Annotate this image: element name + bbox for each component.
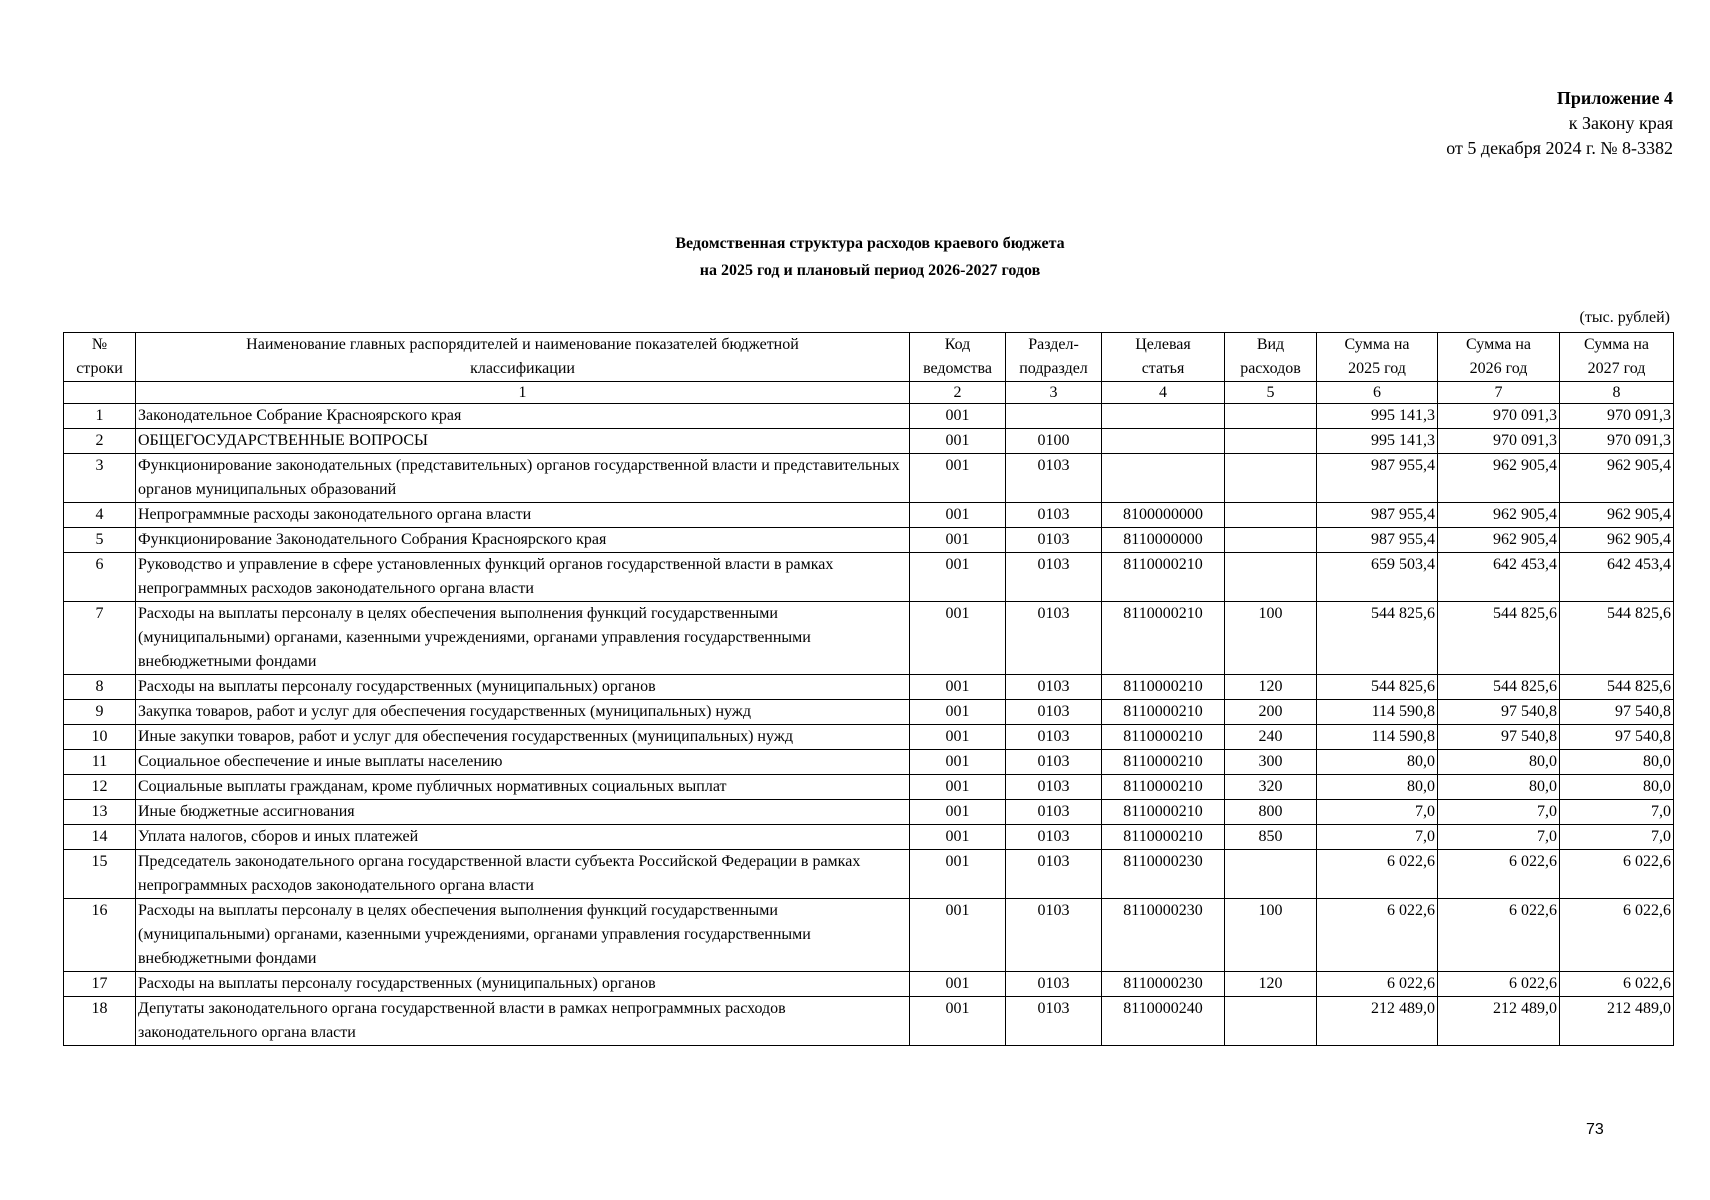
table-row (64, 700, 1674, 725)
target-article-cell: 8110000210 (1102, 825, 1225, 850)
amount-2027-cell: 6 022,6 (1560, 972, 1674, 997)
expense-kind-cell: 120 (1225, 972, 1317, 997)
dept-code-cell: 001 (910, 700, 1006, 725)
amount-2027-cell: 544 825,6 (1560, 675, 1674, 700)
row-number-cell: 10 (64, 725, 136, 750)
row-name-cell: Расходы на выплаты персоналу в целях обеспечения выполнения функций государственными (муниципальными) органами, казенными учреждениями, органами управления государственными внебюджетными фондами (136, 602, 910, 675)
dept-code-cell: 001 (910, 454, 1006, 503)
row-number-cell: 13 (64, 800, 136, 825)
units-label: (тыс. рублей) (1579, 309, 1670, 326)
row-name-cell: Руководство и управление в сфере установленных функций органов государственной власти в рамках непрограммных расходов законодательного органа власти (136, 553, 910, 602)
appendix-law: к Закону края (1568, 113, 1673, 133)
amount-2026-cell: 7,0 (1438, 800, 1560, 825)
target-article-cell: 8110000230 (1102, 972, 1225, 997)
target-article-cell: 8110000210 (1102, 553, 1225, 602)
dept-code-cell: 001 (910, 899, 1006, 972)
row-number-cell: 2 (64, 429, 136, 454)
title-line-1: Ведомственная структура расходов краевого бюджета (675, 235, 1065, 252)
amount-2026-cell: 6 022,6 (1438, 899, 1560, 972)
header-target: Целевая статья (1102, 333, 1225, 382)
row-number-cell: 17 (64, 972, 136, 997)
dept-code-cell: 001 (910, 997, 1006, 1046)
header-2025: Сумма на 2025 год (1317, 333, 1438, 382)
section-cell: 0103 (1006, 972, 1102, 997)
row-number-cell: 7 (64, 602, 136, 675)
column-number: 3 (1006, 382, 1102, 404)
amount-2027-cell: 962 905,4 (1560, 528, 1674, 553)
expense-kind-cell (1225, 850, 1317, 899)
column-number: 8 (1560, 382, 1674, 404)
amount-2027-cell: 962 905,4 (1560, 503, 1674, 528)
row-name-cell: Уплата налогов, сборов и иных платежей (136, 825, 910, 850)
target-article-cell: 8110000210 (1102, 800, 1225, 825)
header-dept: Код ведомства (910, 333, 1006, 382)
row-number-cell: 11 (64, 750, 136, 775)
expense-kind-cell (1225, 429, 1317, 454)
table-row (64, 800, 1674, 825)
amount-2026-cell: 962 905,4 (1438, 528, 1560, 553)
amount-2027-cell: 7,0 (1560, 800, 1674, 825)
dept-code-cell: 001 (910, 800, 1006, 825)
amount-2026-cell: 544 825,6 (1438, 675, 1560, 700)
table-row (64, 429, 1674, 454)
section-cell: 0103 (1006, 602, 1102, 675)
table-body (64, 404, 1674, 1046)
amount-2025-cell: 114 590,8 (1317, 700, 1438, 725)
amount-2025-cell: 995 141,3 (1317, 429, 1438, 454)
target-article-cell: 8110000230 (1102, 850, 1225, 899)
amount-2025-cell: 114 590,8 (1317, 725, 1438, 750)
amount-2027-cell: 80,0 (1560, 750, 1674, 775)
row-number-cell: 8 (64, 675, 136, 700)
amount-2026-cell: 212 489,0 (1438, 997, 1560, 1046)
section-cell: 0103 (1006, 775, 1102, 800)
row-name-cell: Иные закупки товаров, работ и услуг для обеспечения государственных (муниципальных) нужд (136, 725, 910, 750)
target-article-cell: 8110000210 (1102, 725, 1225, 750)
expense-kind-cell (1225, 553, 1317, 602)
dept-code-cell: 001 (910, 825, 1006, 850)
column-number: 7 (1438, 382, 1560, 404)
dept-code-cell: 001 (910, 404, 1006, 429)
row-number-cell: 3 (64, 454, 136, 503)
amount-2027-cell: 97 540,8 (1560, 700, 1674, 725)
amount-2025-cell: 7,0 (1317, 825, 1438, 850)
column-number: 4 (1102, 382, 1225, 404)
dept-code-cell: 001 (910, 602, 1006, 675)
target-article-cell: 8110000000 (1102, 528, 1225, 553)
row-number-cell: 6 (64, 553, 136, 602)
amount-2026-cell: 970 091,3 (1438, 404, 1560, 429)
column-number: 2 (910, 382, 1006, 404)
amount-2027-cell: 642 453,4 (1560, 553, 1674, 602)
section-cell: 0103 (1006, 997, 1102, 1046)
expense-kind-cell: 240 (1225, 725, 1317, 750)
dept-code-cell: 001 (910, 675, 1006, 700)
dept-code-cell: 001 (910, 850, 1006, 899)
column-number-row (64, 382, 1674, 404)
expense-kind-cell: 320 (1225, 775, 1317, 800)
target-article-cell (1102, 404, 1225, 429)
document-title (0, 230, 1710, 284)
amount-2026-cell: 80,0 (1438, 775, 1560, 800)
row-name-cell: Иные бюджетные ассигнования (136, 800, 910, 825)
amount-2026-cell: 7,0 (1438, 825, 1560, 850)
column-number-blank (64, 382, 136, 404)
expense-kind-cell: 100 (1225, 899, 1317, 972)
table-row (64, 825, 1674, 850)
section-cell (1006, 404, 1102, 429)
target-article-cell: 8110000210 (1102, 675, 1225, 700)
table-row (64, 404, 1674, 429)
expense-kind-cell: 800 (1225, 800, 1317, 825)
table-row (64, 997, 1674, 1046)
row-number-cell: 1 (64, 404, 136, 429)
table-row (64, 675, 1674, 700)
amount-2027-cell: 544 825,6 (1560, 602, 1674, 675)
amount-2026-cell: 642 453,4 (1438, 553, 1560, 602)
table-row (64, 553, 1674, 602)
amount-2027-cell: 80,0 (1560, 775, 1674, 800)
section-cell: 0103 (1006, 725, 1102, 750)
amount-2025-cell: 544 825,6 (1317, 675, 1438, 700)
amount-2025-cell: 7,0 (1317, 800, 1438, 825)
section-cell: 0100 (1006, 429, 1102, 454)
table-row (64, 972, 1674, 997)
appendix-number: Приложение 4 (1556, 88, 1673, 108)
section-cell: 0103 (1006, 528, 1102, 553)
row-name-cell: Законодательное Собрание Красноярского края (136, 404, 910, 429)
row-number-cell: 16 (64, 899, 136, 972)
amount-2025-cell: 80,0 (1317, 750, 1438, 775)
amount-2025-cell: 6 022,6 (1317, 972, 1438, 997)
amount-2027-cell: 970 091,3 (1560, 429, 1674, 454)
target-article-cell: 8100000000 (1102, 503, 1225, 528)
amount-2027-cell: 6 022,6 (1560, 850, 1674, 899)
section-cell: 0103 (1006, 454, 1102, 503)
dept-code-cell: 001 (910, 750, 1006, 775)
amount-2026-cell: 962 905,4 (1438, 454, 1560, 503)
header-section: Раздел- подраздел (1006, 333, 1102, 382)
section-cell: 0103 (1006, 800, 1102, 825)
amount-2025-cell: 6 022,6 (1317, 850, 1438, 899)
amount-2025-cell: 987 955,4 (1317, 454, 1438, 503)
table-row (64, 750, 1674, 775)
expense-kind-cell: 120 (1225, 675, 1317, 700)
dept-code-cell: 001 (910, 775, 1006, 800)
section-cell: 0103 (1006, 700, 1102, 725)
amount-2027-cell: 97 540,8 (1560, 725, 1674, 750)
amount-2026-cell: 6 022,6 (1438, 850, 1560, 899)
table-row (64, 528, 1674, 553)
amount-2025-cell: 995 141,3 (1317, 404, 1438, 429)
row-number-cell: 15 (64, 850, 136, 899)
target-article-cell (1102, 454, 1225, 503)
dept-code-cell: 001 (910, 972, 1006, 997)
table-row (64, 454, 1674, 503)
target-article-cell: 8110000210 (1102, 750, 1225, 775)
expense-kind-cell (1225, 454, 1317, 503)
section-cell: 0103 (1006, 675, 1102, 700)
expense-kind-cell: 200 (1225, 700, 1317, 725)
table-row (64, 503, 1674, 528)
row-number-cell: 14 (64, 825, 136, 850)
table-row (64, 775, 1674, 800)
row-number-cell: 5 (64, 528, 136, 553)
table-row (64, 725, 1674, 750)
section-cell: 0103 (1006, 825, 1102, 850)
row-name-cell: Расходы на выплаты персоналу государственных (муниципальных) органов (136, 972, 910, 997)
row-name-cell: Функционирование Законодательного Собрания Красноярского края (136, 528, 910, 553)
expense-kind-cell (1225, 404, 1317, 429)
amount-2027-cell: 7,0 (1560, 825, 1674, 850)
column-number: 6 (1317, 382, 1438, 404)
amount-2026-cell: 97 540,8 (1438, 700, 1560, 725)
table-row (64, 602, 1674, 675)
amount-2025-cell: 987 955,4 (1317, 503, 1438, 528)
expense-kind-cell: 100 (1225, 602, 1317, 675)
amount-2027-cell: 212 489,0 (1560, 997, 1674, 1046)
dept-code-cell: 001 (910, 553, 1006, 602)
row-number-cell: 18 (64, 997, 136, 1046)
row-name-cell: ОБЩЕГОСУДАРСТВЕННЫЕ ВОПРОСЫ (136, 429, 910, 454)
amount-2026-cell: 80,0 (1438, 750, 1560, 775)
target-article-cell: 8110000240 (1102, 997, 1225, 1046)
amount-2027-cell: 6 022,6 (1560, 899, 1674, 972)
target-article-cell (1102, 429, 1225, 454)
appendix-date: от 5 декабря 2024 г. № 8-3382 (1446, 138, 1673, 158)
row-name-cell: Непрограммные расходы законодательного органа власти (136, 503, 910, 528)
target-article-cell: 8110000230 (1102, 899, 1225, 972)
row-name-cell: Закупка товаров, работ и услуг для обеспечения государственных (муниципальных) нужд (136, 700, 910, 725)
amount-2025-cell: 6 022,6 (1317, 899, 1438, 972)
dept-code-cell: 001 (910, 725, 1006, 750)
amount-2025-cell: 544 825,6 (1317, 602, 1438, 675)
row-name-cell: Расходы на выплаты персоналу государственных (муниципальных) органов (136, 675, 910, 700)
column-number: 5 (1225, 382, 1317, 404)
budget-table (63, 332, 1674, 1046)
row-name-cell: Председатель законодательного органа государственной власти субъекта Российской Федерации в рамках непрограммных расходов законодательного органа власти (136, 850, 910, 899)
row-name-cell: Социальное обеспечение и иные выплаты населению (136, 750, 910, 775)
expense-kind-cell: 850 (1225, 825, 1317, 850)
header-2026: Сумма на 2026 год (1438, 333, 1560, 382)
section-cell: 0103 (1006, 899, 1102, 972)
page-number: 73 (1586, 1121, 1604, 1138)
title-line-2: на 2025 год и плановый период 2026-2027 годов (699, 262, 1041, 279)
row-name-cell: Расходы на выплаты персоналу в целях обеспечения выполнения функций государственными (муниципальными) органами, казенными учреждениями, органами управления государственными внебюджетными фондами (136, 899, 910, 972)
amount-2026-cell: 6 022,6 (1438, 972, 1560, 997)
section-cell: 0103 (1006, 850, 1102, 899)
dept-code-cell: 001 (910, 528, 1006, 553)
amount-2025-cell: 987 955,4 (1317, 528, 1438, 553)
row-name-cell: Депутаты законодательного органа государственной власти в рамках непрограммных расходов законодательного органа власти (136, 997, 910, 1046)
expense-kind-cell: 300 (1225, 750, 1317, 775)
row-number-cell: 4 (64, 503, 136, 528)
amount-2026-cell: 544 825,6 (1438, 602, 1560, 675)
header-kind: Вид расходов (1225, 333, 1317, 382)
table-row (64, 899, 1674, 972)
target-article-cell: 8110000210 (1102, 775, 1225, 800)
dept-code-cell: 001 (910, 503, 1006, 528)
appendix-header (1446, 86, 1673, 161)
row-name-cell: Функционирование законодательных (представительных) органов государственной власти и представительных органов муниципальных образований (136, 454, 910, 503)
section-cell: 0103 (1006, 503, 1102, 528)
row-number-cell: 12 (64, 775, 136, 800)
amount-2026-cell: 97 540,8 (1438, 725, 1560, 750)
row-number-cell: 9 (64, 700, 136, 725)
table-header (64, 333, 1674, 404)
amount-2026-cell: 970 091,3 (1438, 429, 1560, 454)
target-article-cell: 8110000210 (1102, 700, 1225, 725)
expense-kind-cell (1225, 528, 1317, 553)
header-row-no: № строки (64, 333, 136, 382)
row-name-cell: Социальные выплаты гражданам, кроме публичных нормативных социальных выплат (136, 775, 910, 800)
amount-2027-cell: 970 091,3 (1560, 404, 1674, 429)
expense-kind-cell (1225, 997, 1317, 1046)
section-cell: 0103 (1006, 553, 1102, 602)
expense-kind-cell (1225, 503, 1317, 528)
amount-2026-cell: 962 905,4 (1438, 503, 1560, 528)
header-2027: Сумма на 2027 год (1560, 333, 1674, 382)
section-cell: 0103 (1006, 750, 1102, 775)
header-name: Наименование главных распорядителей и наименование показателей бюджетной классификации (136, 333, 910, 382)
amount-2027-cell: 962 905,4 (1560, 454, 1674, 503)
amount-2025-cell: 80,0 (1317, 775, 1438, 800)
amount-2025-cell: 659 503,4 (1317, 553, 1438, 602)
target-article-cell: 8110000210 (1102, 602, 1225, 675)
amount-2025-cell: 212 489,0 (1317, 997, 1438, 1046)
column-number: 1 (136, 382, 910, 404)
dept-code-cell: 001 (910, 429, 1006, 454)
table-row (64, 850, 1674, 899)
